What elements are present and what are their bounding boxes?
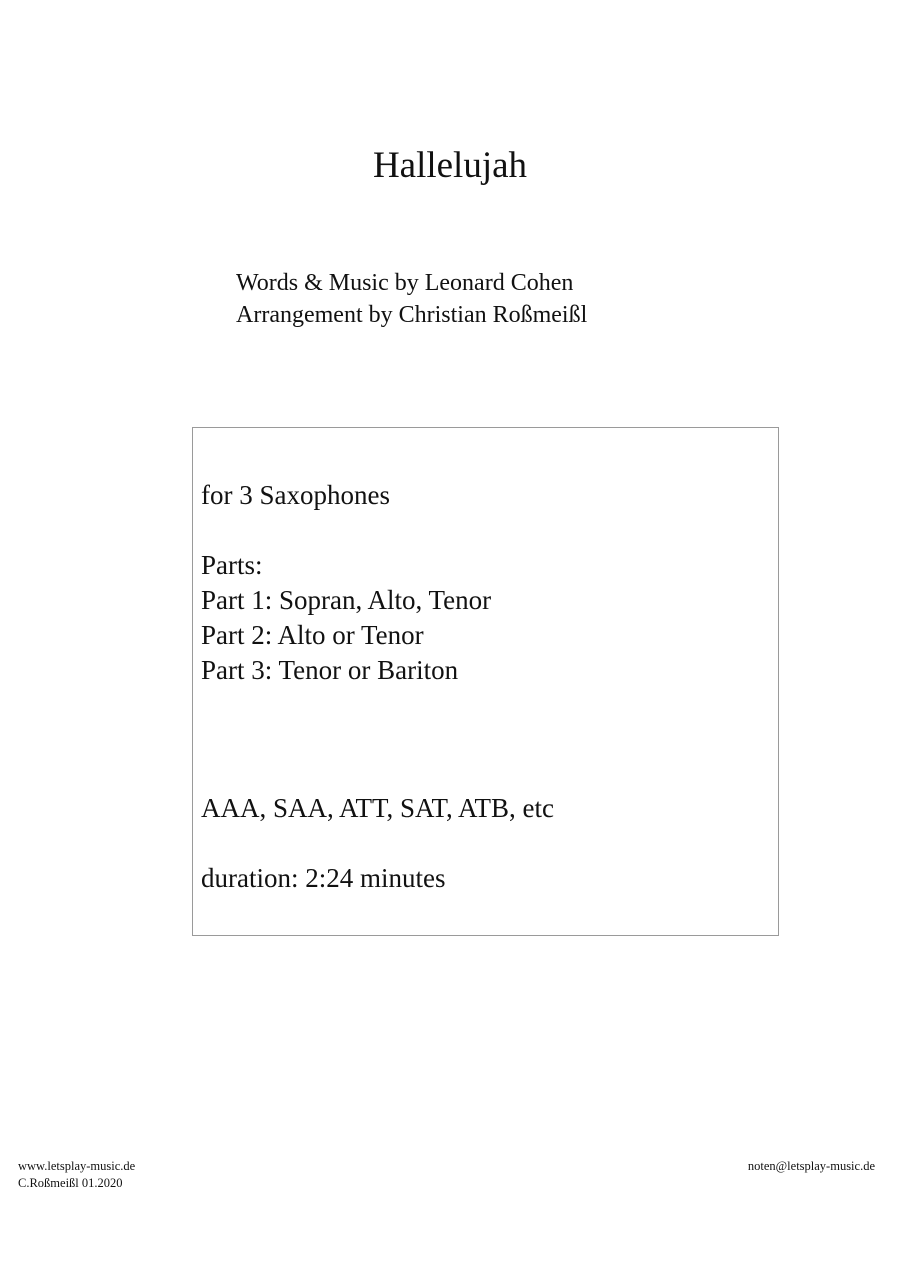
- part-line-1: Part 1: Sopran, Alto, Tenor: [201, 585, 492, 615]
- page-title: Hallelujah: [372, 145, 528, 186]
- footer-left: [18, 1158, 135, 1192]
- composer-credit: Words & Music by Leonard Cohen: [236, 270, 574, 296]
- copyright-text: C.Roßmeißl 01.2020: [18, 1176, 123, 1190]
- credits: [236, 267, 587, 331]
- instrumentation-text: for 3 Saxophones: [201, 480, 390, 510]
- arranger-credit: Arrangement by Christian Roßmeißl: [236, 302, 588, 328]
- footer-right: [748, 1158, 875, 1175]
- duration-text: duration: 2:24 minutes: [201, 863, 446, 893]
- combinations-text: AAA, SAA, ATT, SAT, ATB, etc: [201, 793, 555, 823]
- website-link[interactable]: www.letsplay-music.de: [18, 1159, 136, 1173]
- email-link[interactable]: noten@letsplay-music.de: [747, 1159, 875, 1173]
- part-line-2: Part 2: Alto or Tenor: [201, 620, 424, 650]
- part-line-3: Part 3: Tenor or Bariton: [201, 655, 459, 685]
- info-box: [192, 427, 779, 936]
- parts-heading: Parts:: [201, 550, 263, 580]
